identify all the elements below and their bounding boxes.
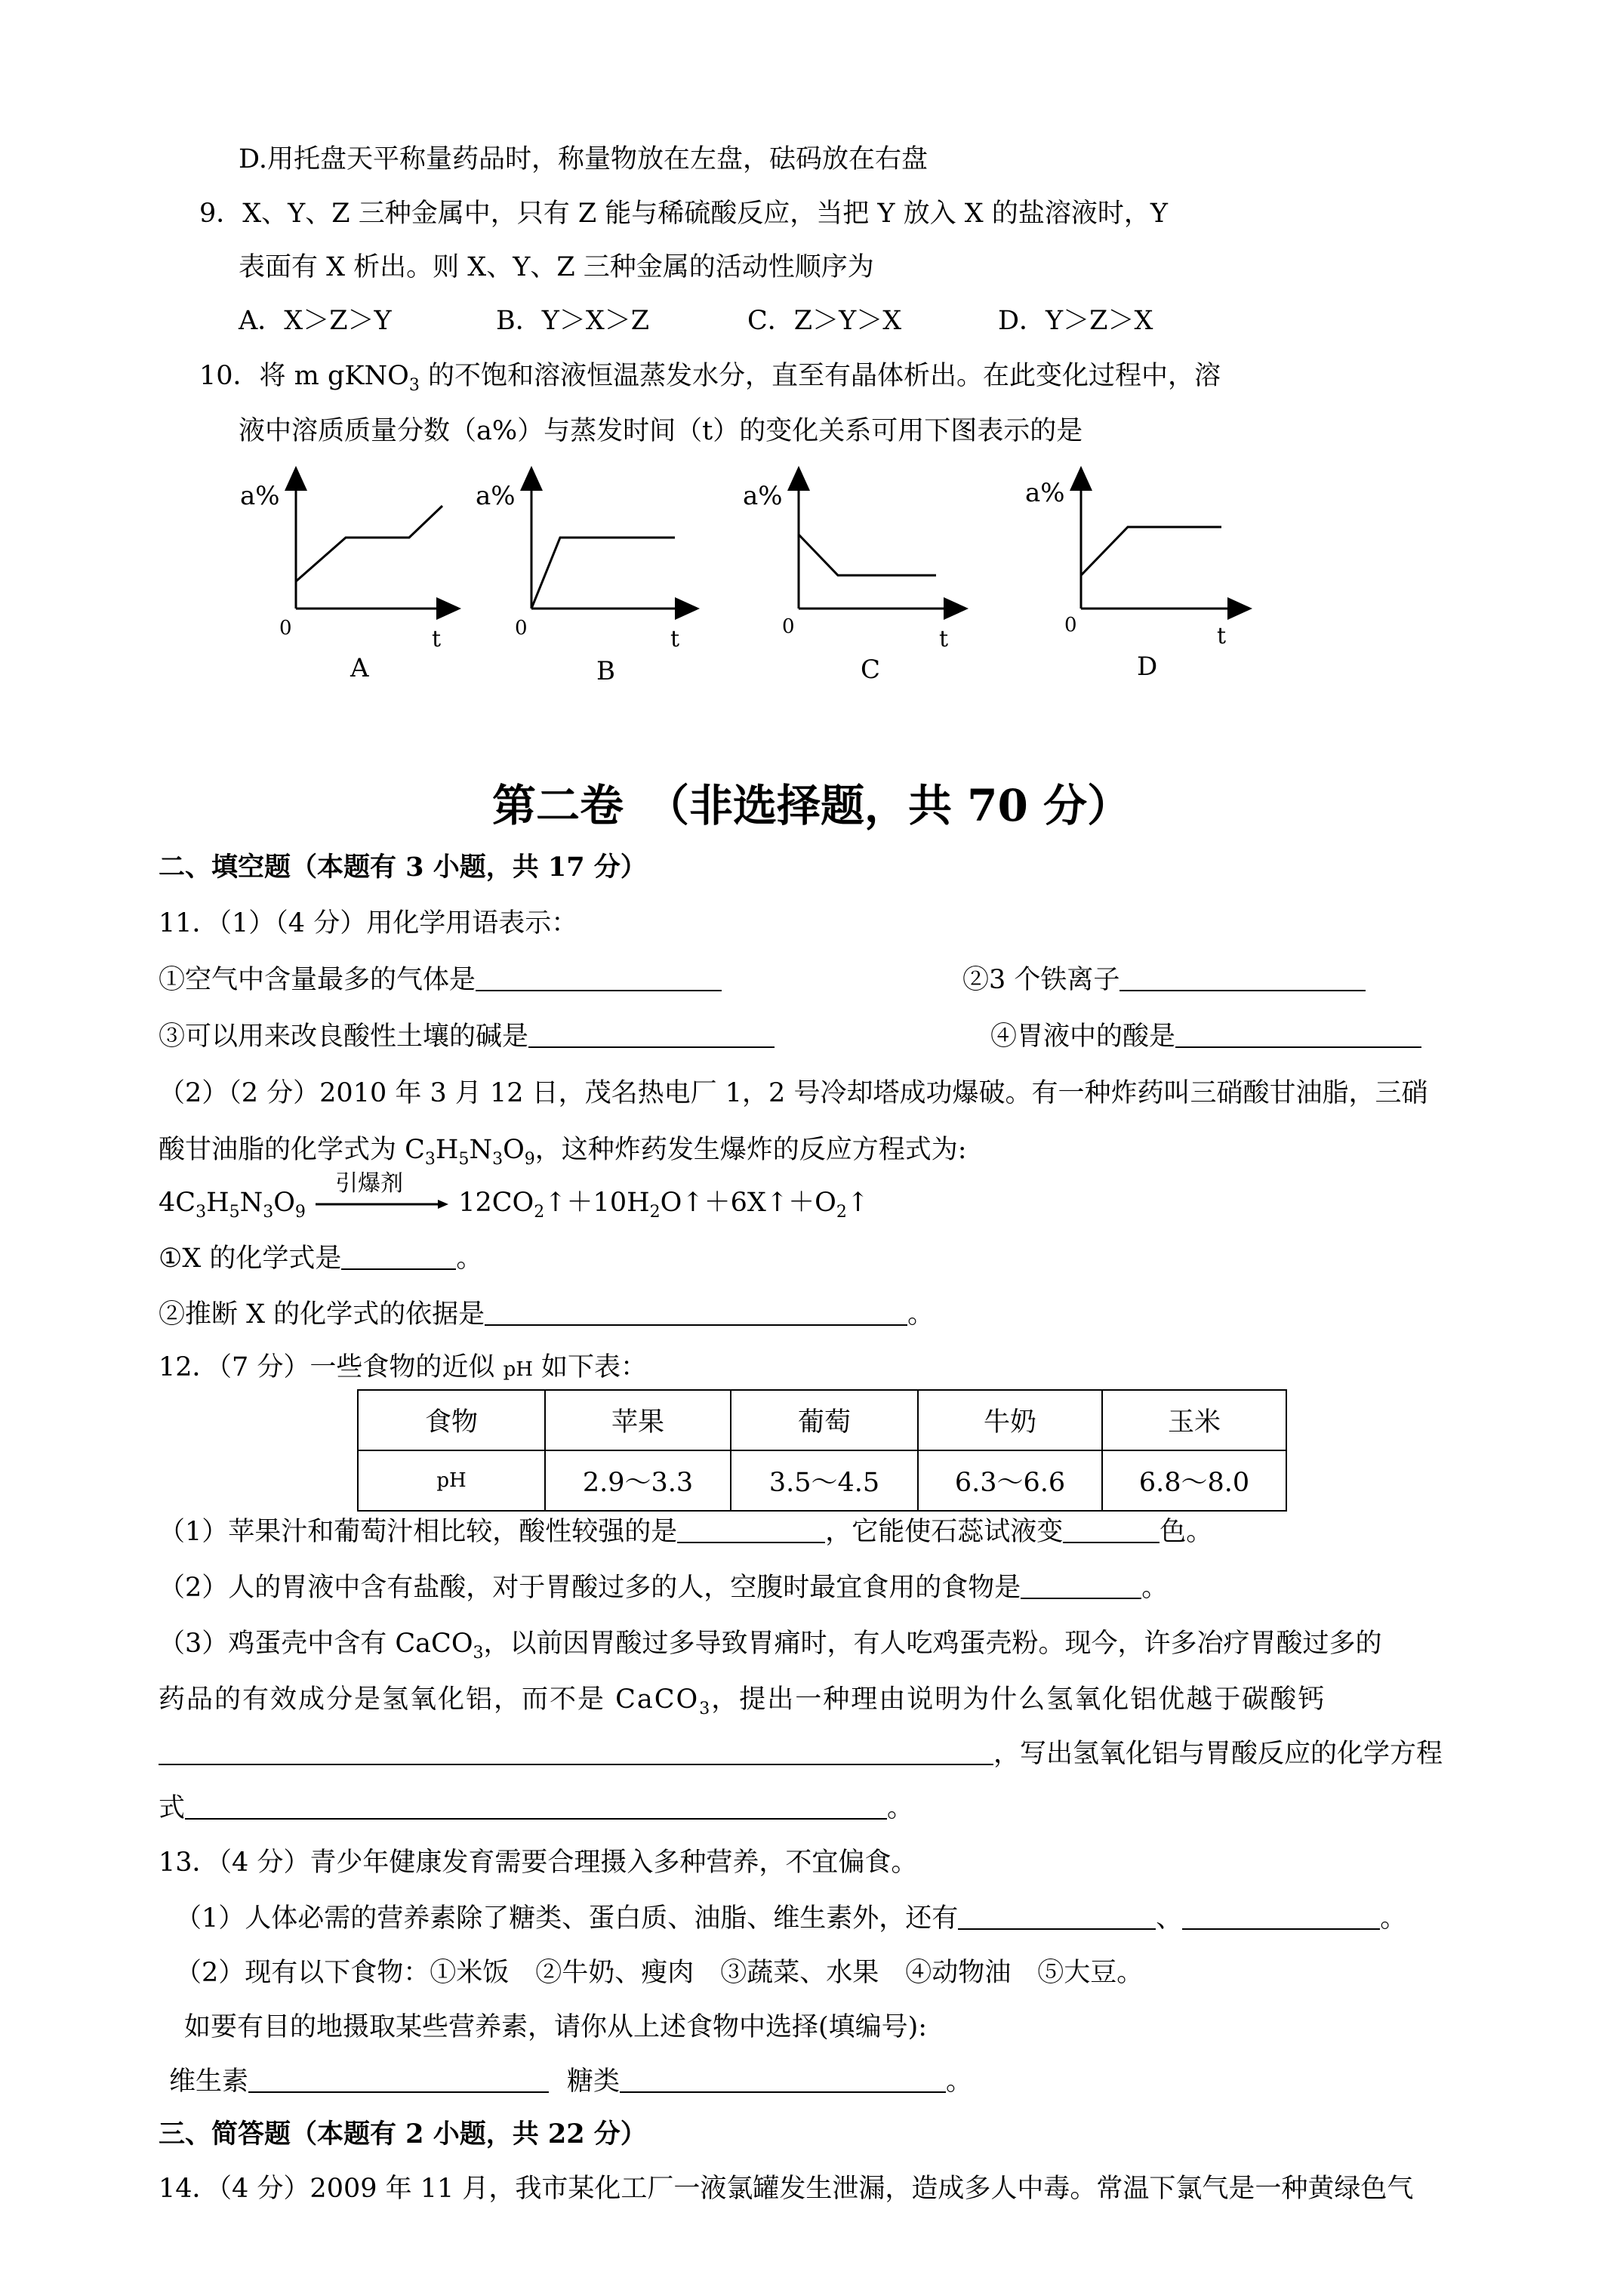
graph-b-origin: 0	[515, 617, 528, 639]
table-row	[358, 1450, 1286, 1511]
table-cell: 食物	[358, 1390, 545, 1450]
graph-b-xlabel: t	[670, 626, 680, 652]
answer-blank[interactable]	[1175, 1022, 1421, 1048]
q12-sub-3-line-1: （3）鸡蛋壳中含有 CaCO$_3$，以前因胃酸过多导致胃痛时，有人吃鸡蛋壳粉。现今，许多冶疗胃酸过多的	[159, 1629, 1382, 1663]
answer-blank[interactable]	[528, 1022, 775, 1048]
q13-sub-2: （2）现有以下食物：①米饭 ②牛奶、瘦肉 ③蔬菜、水果 ④动物油 ⑤大豆。	[175, 1958, 1144, 1988]
answer-blank[interactable]	[485, 1300, 907, 1326]
graph-d-curve	[1081, 527, 1221, 575]
answer-blank[interactable]	[620, 2067, 946, 2093]
q13-answers: 维生素 糖类 。	[169, 2066, 973, 2097]
q12-sub-1: （1）苹果汁和葡萄汁相比较，酸性较强的是 ，它能使石蕊试液变 色。	[159, 1517, 1213, 1547]
graph-d-origin: 0	[1064, 614, 1077, 636]
graph-c-ylabel: a%	[743, 481, 783, 511]
table-cell: 3.5～4.5	[731, 1450, 918, 1511]
q13-sub-1: （1）人体必需的营养素除了糖类、蛋白质、油脂、维生素外，还有 、 。	[175, 1903, 1407, 1934]
graph-a-curve	[296, 506, 442, 581]
q11-item-2: ②3 个铁离子	[962, 963, 1366, 997]
q12-sub-3-line-2: 药品的有效成分是氢氧化铝，而不是 CaCO$_3$，提出一种理由说明为什么氢氧化铝优越于碳酸钙	[159, 1684, 1326, 1718]
q11-item-1: ①空气中含量最多的气体是	[159, 963, 722, 997]
q11-part2-line-1: （2）（2 分）2010 年 3 月 12 日，茂名热电厂 1，2 号冷却塔成功爆破。有一种炸药叫三硝酸甘油脂，三硝	[159, 1078, 1428, 1108]
q9-line-2: 表面有 X 析出。则 X、Y、Z 三种金属的活动性顺序为	[239, 252, 874, 282]
q14-line-1: 14．（4 分）2009 年 11 月，我市某化工厂一液氯罐发生泄漏，造成多人中毒。常温下氯气是一种黄绿色气	[159, 2174, 1414, 2204]
section-3-heading: 三、简答题（本题有 2 小题，共 22 分）	[159, 2119, 647, 2150]
graph-d-label: D	[1137, 652, 1158, 682]
graph-c-label: C	[861, 655, 881, 685]
q10-graphs	[0, 453, 1623, 695]
q12-intro: 12．（7 分）一些食物的近似 pH 如下表：	[159, 1352, 648, 1382]
q11-x-basis: ②推断 X 的化学式的依据是 。	[159, 1299, 935, 1330]
graph-b-curve	[531, 538, 675, 609]
answer-blank[interactable]	[1021, 1573, 1141, 1599]
table-cell: 6.3～6.6	[918, 1450, 1102, 1511]
q9-option-c: C．Z＞Y＞X	[747, 306, 902, 336]
table-header-row	[358, 1390, 1286, 1450]
graph-a-xlabel: t	[432, 626, 442, 652]
table-cell: pH	[358, 1450, 545, 1511]
reaction-equation: $4C_3H_5N_3O_9$ 引爆剂 $12CO_2↑+10H_2O↑+6X↑+O_2↑$	[159, 1170, 870, 1222]
ph-table	[357, 1389, 1287, 1512]
table-cell: 牛奶	[918, 1390, 1102, 1450]
answer-blank[interactable]	[958, 1904, 1156, 1930]
answer-blank[interactable]	[1119, 966, 1366, 991]
table-cell: 2.9～3.3	[545, 1450, 731, 1511]
q11-x-formula: ①X 的化学式是 。	[159, 1244, 483, 1274]
answer-blank[interactable]	[248, 2067, 549, 2093]
reaction-arrow: 引爆剂	[314, 1189, 450, 1219]
table-cell: 6.8～8.0	[1102, 1450, 1286, 1511]
q13-intro: 13．（4 分）青少年健康发育需要合理摄入多种营养，不宜偏食。	[159, 1848, 918, 1878]
answer-blank[interactable]	[1063, 1518, 1160, 1543]
q10-line-2: 液中溶质质量分数（a%）与蒸发时间（t）的变化关系可用下图表示的是	[239, 416, 1083, 446]
q8-option-d: D.用托盘天平称量药品时，称量物放在左盘，砝码放在右盘	[239, 144, 928, 174]
q12-sub-3-line-3: ，写出氢氧化铝与胃酸反应的化学方程	[159, 1737, 1443, 1771]
graph-a-origin: 0	[279, 617, 292, 639]
graph-b-ylabel: a%	[476, 481, 516, 511]
q12-sub-2: （2）人的胃液中含有盐酸，对于胃酸过多的人，空腹时最宜食用的食物是 。	[159, 1573, 1169, 1603]
table-cell: 苹果	[545, 1390, 731, 1450]
graph-c-curve	[799, 535, 936, 575]
q13-sub-3: 如要有目的地摄取某些营养素，请你从上述食物中选择(填编号):	[184, 2012, 928, 2042]
section-2-heading: 二、填空题（本题有 3 小题，共 17 分）	[159, 852, 647, 883]
q9-option-b: B．Y＞X＞Z	[496, 306, 650, 336]
answer-blank[interactable]	[677, 1518, 825, 1543]
q12-sub-3-line-4: 式 。	[159, 1793, 914, 1823]
q9-line-1: 9．X、Y、Z 三种金属中，只有 Z 能与稀硫酸反应，当把 Y 放入 X 的盐溶液时，Y	[199, 199, 1168, 229]
graph-c-xlabel: t	[939, 626, 949, 652]
answer-blank[interactable]	[341, 1244, 456, 1270]
table-cell: 玉米	[1102, 1390, 1286, 1450]
q9-option-d: D．Y＞Z＞X	[998, 306, 1153, 336]
answer-blank[interactable]	[185, 1794, 887, 1820]
q9-option-a: A．X＞Z＞Y	[239, 306, 392, 336]
answer-blank[interactable]	[1182, 1904, 1380, 1930]
graph-d-xlabel: t	[1217, 623, 1227, 649]
answer-blank[interactable]	[476, 966, 722, 991]
graph-a-ylabel: a%	[240, 481, 280, 511]
graph-a-label: A	[350, 653, 369, 683]
part2-title: 第二卷 （非选择题，共 70 分）	[491, 780, 1132, 831]
table-cell: 葡萄	[731, 1390, 918, 1450]
answer-blank[interactable]	[159, 1740, 993, 1765]
graph-d-ylabel: a%	[1025, 478, 1065, 508]
q11-part2-line-2: 酸甘油脂的化学式为 $C_3H_5N_3O_9$，这种炸药发生爆炸的反应方程式为:	[159, 1135, 967, 1169]
graph-c-origin: 0	[782, 615, 795, 638]
q11-item-3: ③可以用来改良酸性土壤的碱是	[159, 1019, 775, 1054]
q11-item-4: ④胃液中的酸是	[990, 1019, 1421, 1054]
graph-b-label: B	[596, 656, 615, 686]
q10-line-1: 10．将 m gKNO$_3$ 的不饱和溶液恒温蒸发水分，直至有晶体析出。在此变化过程中，溶	[199, 361, 1221, 395]
q11-intro: 11．（1）（4 分）用化学用语表示：	[159, 908, 578, 938]
